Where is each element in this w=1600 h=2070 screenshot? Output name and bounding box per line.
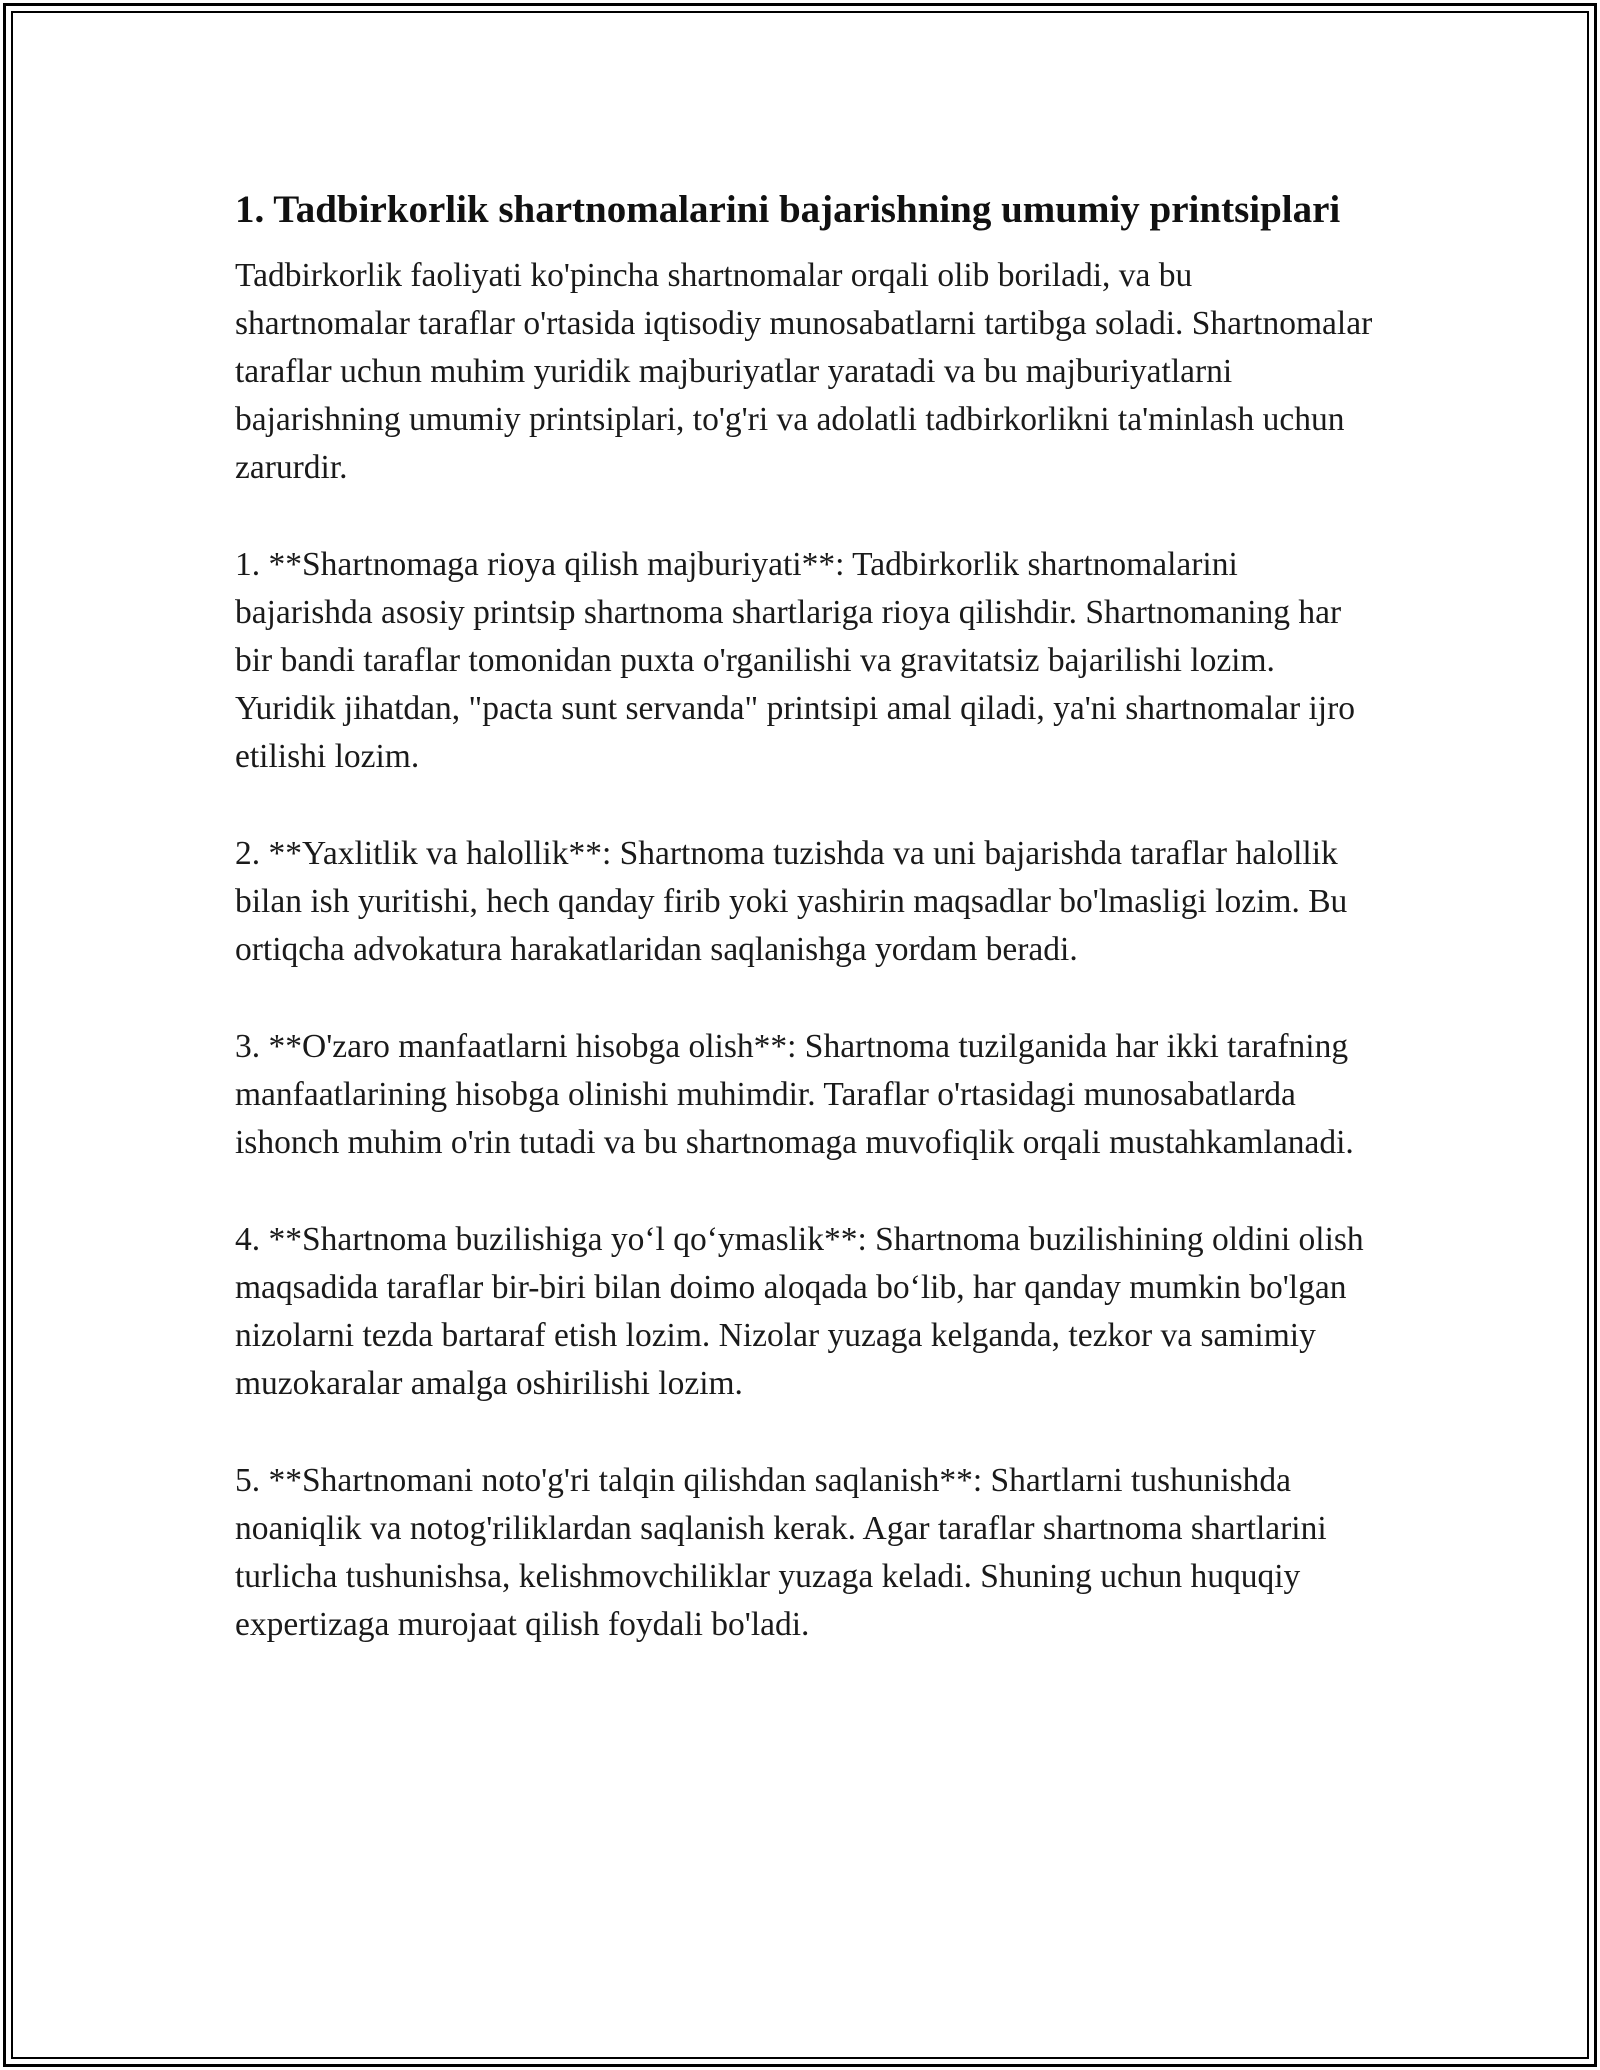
principle-2-paragraph: 2. **Yaxlitlik va halollik**: Shartnoma tuzishda va uni bajarishda taraflar halollik bilan ish yuritishi, hech qanday firib yoki yashirin maqsadlar bo'lmasligi lozim. Bu ortiqcha advokatura harakatlaridan saqlanishga yordam beradi. [235, 835, 1348, 968]
document-title: 1. Tadbirkorlik shartnomalarini bajarishning umumiy printsiplari [235, 188, 1341, 231]
principle-3-paragraph: 3. **O'zaro manfaatlarni hisobga olish**: Shartnoma tuzilganida har ikki tarafning manfaatlarining hisobga olinishi muhimdir. Taraflar o'rtasidagi munosabatlarda ishonch muhim o'rin tutadi va bu shartnomaga muvofiqlik orqali mustahkamlanadi. [235, 1028, 1354, 1161]
principle-4-paragraph: 4. **Shartnoma buzilishiga yo‘l qo‘ymaslik**: Shartnoma buzilishining oldini olish maqsadida taraflar bir-biri bilan doimo aloqada bo‘lib, har qanday mumkin bo'lgan nizolarni tezda bartaraf etish lozim. Nizolar yuzaga kelganda, tezkor va samimiy muzokaralar amalga oshirilishi lozim. [235, 1221, 1364, 1402]
document-body [235, 186, 1375, 1698]
principle-5-paragraph: 5. **Shartnomani noto'g'ri talqin qilishdan saqlanish**: Shartlarni tushunishda noaniqlik va notog'riliklardan saqlanish kerak. Agar taraflar shartnoma shartlarini turlicha tushunishsa, kelishmovchiliklar yuzaga keladi. Shuning uchun huquqiy expertizaga murojaat qilish foydali bo'ladi. [235, 1462, 1327, 1643]
principle-1-paragraph: 1. **Shartnomaga rioya qilish majburiyati**: Tadbirkorlik shartnomalarini bajarishda asosiy printsip shartnoma shartlariga rioya qilishdir. Shartnomaning har bir bandi taraflar tomonidan puxta o'rganilishi va gravitatsiz bajarilishi lozim. Yuridik jihatdan, "pacta sunt servanda" printsipi amal qiladi, ya'ni shartnomalar ijro etilishi lozim. [235, 546, 1355, 775]
intro-paragraph: Tadbirkorlik faoliyati ko'pincha shartnomalar orqali olib boriladi, va bu shartnomalar taraflar o'rtasida iqtisodiy munosabatlarni tartibga soladi. Shartnomalar taraflar uchun muhim yuridik majburiyatlar yaratadi va bu majburiyatlarni bajarishning umumiy printsiplari, to'g'ri va adolatli tadbirkorlikni ta'minlash uchun zarurdir. [235, 257, 1373, 486]
